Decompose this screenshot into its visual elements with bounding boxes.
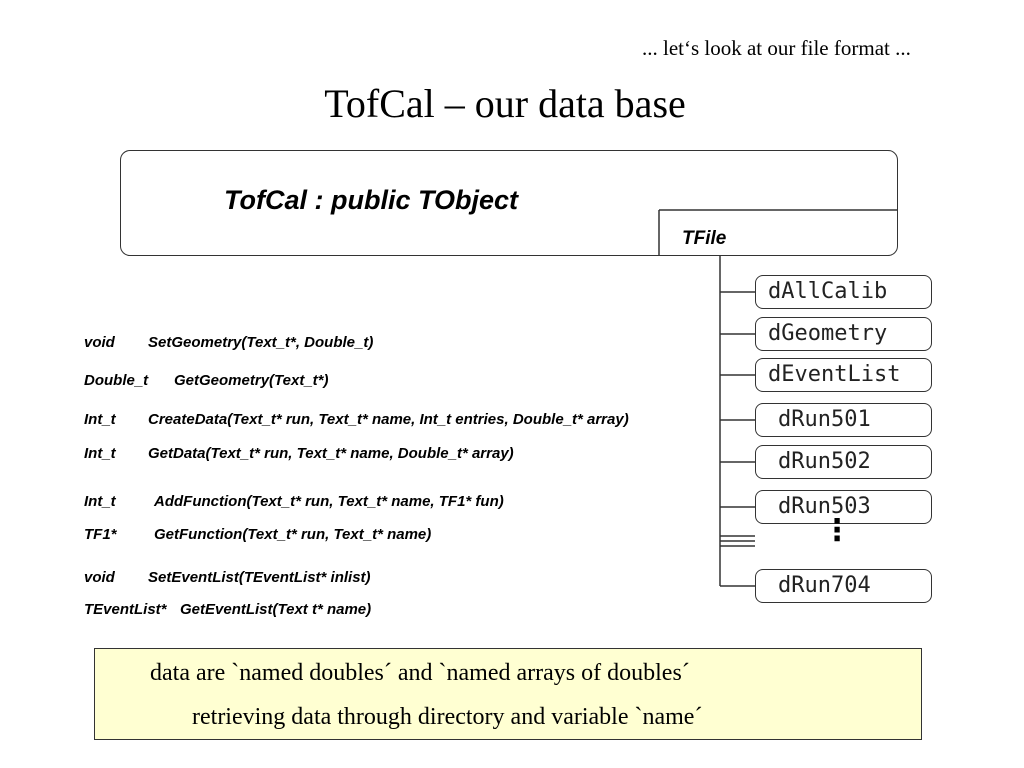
method-return-type: Int_t bbox=[84, 411, 116, 428]
method-signature: SetEventList(TEventList* inlist) bbox=[148, 569, 371, 586]
dir-dgeometry: dGeometry bbox=[755, 317, 932, 351]
dir-drun501: dRun501 bbox=[755, 403, 932, 437]
method-signature: AddFunction(Text_t* run, Text_t* name, TF1* fun) bbox=[154, 493, 504, 510]
note-line-1: data are `named doubles´ and `named arrays of doubles´ bbox=[150, 660, 690, 686]
dir-dallcalib: dAllCalib bbox=[755, 275, 932, 309]
method-return-type: void bbox=[84, 569, 115, 586]
method-signature: SetGeometry(Text_t*, Double_t) bbox=[148, 334, 374, 351]
dir-drun502: dRun502 bbox=[755, 445, 932, 479]
method-signature: GetEventList(Text t* name) bbox=[180, 601, 372, 618]
method-return-type: Int_t bbox=[84, 445, 116, 462]
dir-drun704: dRun704 bbox=[755, 569, 932, 603]
ellipsis-dots: ⋮ bbox=[822, 514, 852, 547]
method-signature: GetGeometry(Text_t*) bbox=[174, 372, 329, 389]
method-signature: GetData(Text_t* run, Text_t* name, Double_t* array) bbox=[148, 445, 514, 462]
method-return-type: Int_t bbox=[84, 493, 116, 510]
method-signature: CreateData(Text_t* run, Text_t* name, Int_t entries, Double_t* array) bbox=[148, 411, 629, 428]
tfile-label: TFile bbox=[682, 228, 727, 249]
method-return-type: TF1* bbox=[84, 526, 117, 543]
slide-title: TofCal – our data base bbox=[324, 81, 686, 126]
method-return-type: TEventList* bbox=[84, 601, 167, 618]
dir-deventlist: dEventList bbox=[755, 358, 932, 392]
method-return-type: Double_t bbox=[84, 372, 149, 389]
dir-drun503: dRun503 bbox=[755, 490, 932, 524]
method-return-type: void bbox=[84, 334, 115, 351]
class-name: TofCal : public TObject bbox=[224, 185, 519, 215]
method-signature: GetFunction(Text_t* run, Text_t* name) bbox=[154, 526, 432, 543]
slide-subtitle: ... let‘s look at our file format ... bbox=[642, 36, 911, 60]
note-line-2: retrieving data through directory and variable `name´ bbox=[192, 704, 703, 730]
